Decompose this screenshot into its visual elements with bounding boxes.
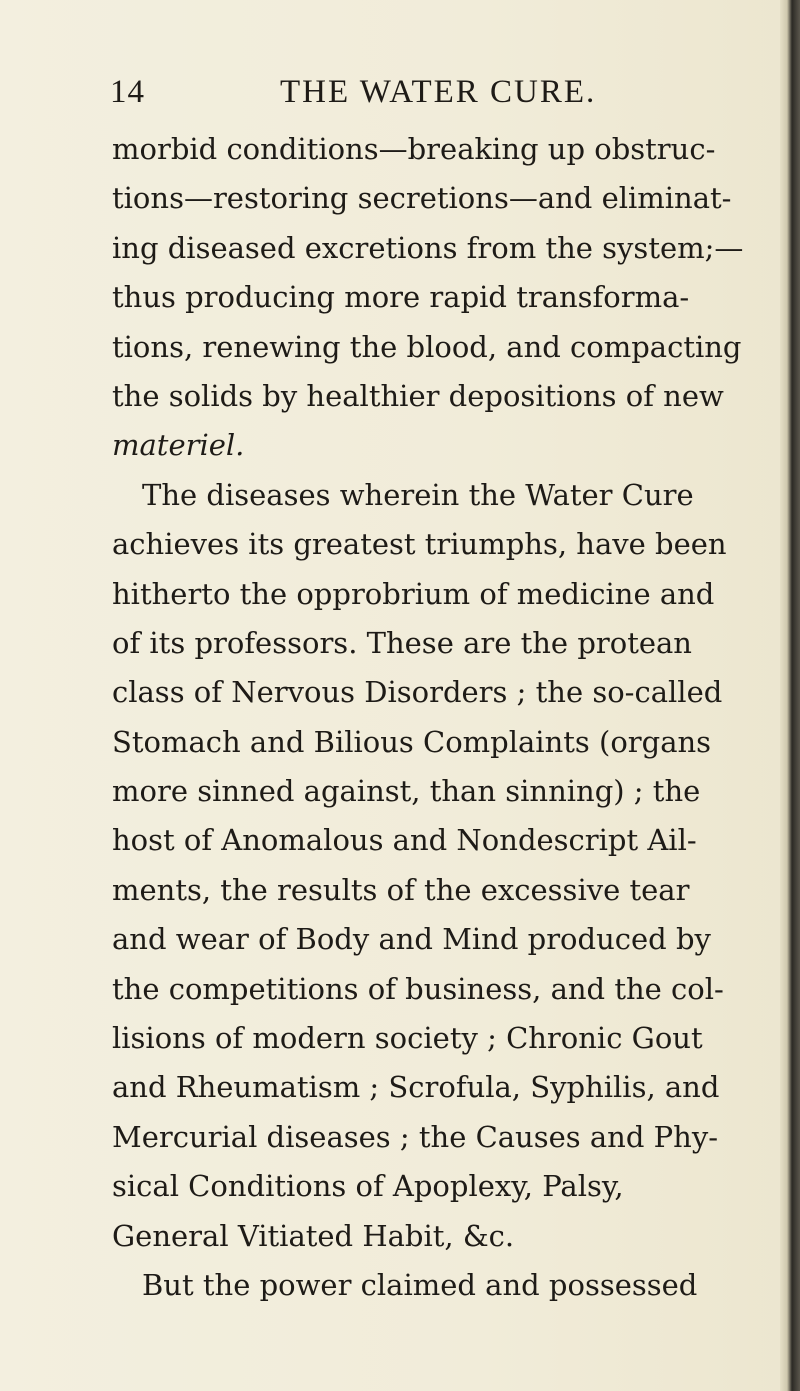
text-line: tions, renewing the blood, and compacting — [112, 329, 742, 364]
text-line: more sinned against, than sinning) ; the — [112, 774, 701, 809]
paragraph-start-line: But the power claimed and possessed — [142, 1267, 698, 1302]
page-number: 14 — [110, 74, 145, 110]
text-line: Stomach and Bilious Complaints (organs — [112, 724, 712, 759]
text-line: thus producing more rapid transforma- — [112, 280, 690, 315]
text-line: and wear of Body and Mind produced by — [112, 922, 711, 957]
text-line: hitherto the opprobrium of medicine and — [112, 576, 715, 611]
text-line: class of Nervous Disorders ; the so-called — [112, 675, 723, 710]
page-binding-edge — [780, 0, 800, 1391]
paragraph-start-line: The diseases wherein the Water Cure — [142, 477, 694, 512]
text-line: host of Anomalous and Nondescript Ail- — [112, 823, 697, 858]
text-line: the competitions of business, and the col- — [112, 971, 724, 1006]
text-line: Mercurial diseases ; the Causes and Phy- — [112, 1119, 718, 1154]
text-line: achieves its greatest triumphs, have been — [112, 527, 727, 562]
text-line: morbid conditions—breaking up obstruc- — [112, 132, 716, 166]
text-line: and Rheumatism ; Scrofula, Syphilis, and — [112, 1070, 720, 1105]
text-line: of its professors. These are the protean — [112, 625, 692, 660]
running-head: THE WATER CURE. — [280, 74, 597, 110]
text-line: the solids by healthier depositions of new — [112, 378, 724, 413]
text-line: ments, the results of the excessive tear — [112, 872, 690, 907]
text-line: General Vitiated Habit, &c. — [112, 1218, 515, 1253]
text-line: sical Conditions of Apoplexy, Palsy, — [112, 1169, 624, 1204]
text-line-italic: materiel. — [112, 428, 245, 463]
body-text — [112, 125, 772, 1310]
page-header — [110, 74, 770, 124]
text-line: tions—restoring secretions—and eliminat- — [112, 181, 732, 216]
text-line: lisions of modern society ; Chronic Gout — [112, 1021, 703, 1056]
text-line: ing diseased excretions from the system;— — [112, 230, 744, 265]
